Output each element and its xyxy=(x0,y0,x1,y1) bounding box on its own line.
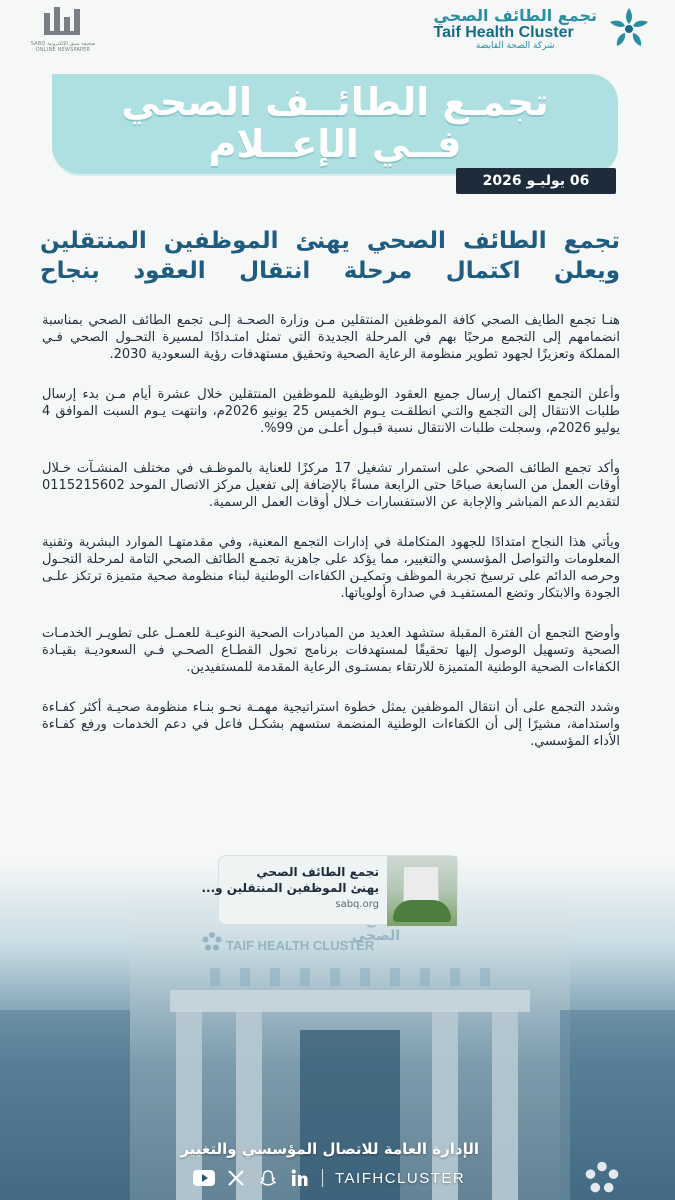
taif-health-logo-icon xyxy=(605,4,653,52)
link-preview-card[interactable] xyxy=(201,855,458,925)
building-sign-en: TAIF HEALTH CLUSTER xyxy=(226,938,375,953)
brand-subtitle: شركة الصحة القابضة xyxy=(475,40,555,51)
brand-name-en: Taif Health Cluster xyxy=(433,23,574,41)
footer-separator xyxy=(322,1169,323,1187)
title-banner xyxy=(52,74,618,174)
footer-logo-icon xyxy=(579,1160,625,1196)
sabq-logo-icon xyxy=(42,3,84,37)
sabq-label: صحيفة سبق الإلكترونية SABQ ONLINE NEWSPAPER xyxy=(30,41,96,53)
link-preview-subtitle: يهنئ الموظفين المنتقلين و... xyxy=(201,881,379,895)
building-sign-logo-icon xyxy=(200,930,224,954)
x-icon[interactable] xyxy=(226,1168,246,1188)
banner-title-line2: فــي الإعــلام xyxy=(208,122,462,166)
paragraph-6: وشدد التجمع على أن انتقال الموظفين يمثل خطوة استراتيجية مهمـة نحـو بنـاء منظومة صحيـة أكثر كفـاءة واستدامة، مشيرًا إلى أن الكفاءات الوطنية المنضمة ستسهم بشكـل فاعل في دعم الخدمات ورفع كفـاءة الأداء المؤسسي. xyxy=(42,700,620,749)
date-badge: 06 يوليـو 2026 xyxy=(456,168,616,194)
taif-health-logo xyxy=(383,2,653,54)
brand-name-ar: تجمع الطائف الصحي xyxy=(433,5,597,25)
footer-department: الإدارة العامة للاتصال المؤسسي والتغيير xyxy=(180,1140,479,1158)
snapchat-icon[interactable] xyxy=(258,1168,278,1188)
banner-title-line1: تجمـع الطائــف الصحي xyxy=(121,80,549,124)
thumbnail-trees xyxy=(393,900,451,922)
headline-line2: ويعلن اكتمال مرحلة انتقال العقود بنجاح xyxy=(40,258,620,284)
article-headline xyxy=(40,226,620,286)
link-preview-domain: sabq.org xyxy=(335,899,379,910)
paragraph-4: ويأتي هذا النجاح امتدادًا للجهود المتكاملة في إدارات التجمع المعنية، وفي مقدمتهـا الموارد البشرية وتقنية المعلومات والتواصل المؤسسي والتغيير، مما يؤكد على جاهزية تجمـع الطائف الصحي التامة لمرحلة التحـول وحرصه الدائم على ترسيخ تجربة الموظف وتمكيـن الكفاءات الوطنية لبناء منظومة صحية متميزة ترتكز علـى الجودة والابتكار وتضع المستفيـد في صدارة أولوياتها. xyxy=(42,535,620,601)
paragraph-1: هنـا تجمع الطايف الصحي كافة الموظفين المنتقلين مـن وزارة الصحـة إلـى تجمع الطائف الصحي بمناسبة انضمامهم إلى التجمع مرحبًا بهم في المرحلة الجديدة التي تمثل امتـدادًا لمسيرة التحـول الصحي فـي المملكة وتعزيزًا لجهود تطوير منظومة الرعاية الصحية وتحقيق مستهدفات رؤية السعودية 2030. xyxy=(42,313,620,362)
link-preview-thumbnail xyxy=(387,856,457,926)
linkedin-icon[interactable] xyxy=(290,1168,310,1188)
paragraph-2: وأعلن التجمع اكتمال إرسال جميع العقود الوظيفية للموظفين المنتقلين خلال عشرة أيام مـن بدء إرسال طلبات الانتقال إلى التجمع والتـي انطلقـت يـوم الخميس 25 يونيو 2026م، وانتهت يـوم السبت الموافق 4 يوليو 2026م، وسجلت طلبات الانتقال نسبة قبـول أعلـى من 99%. xyxy=(42,387,620,436)
article-body xyxy=(42,312,620,773)
paragraph-5: وأوضح التجمع أن الفترة المقبلة ستشهد العديد من المبادرات الصحية النوعيـة للعمـل على تطويـر الخدمـات الصحية وتسهيل الوصول إليها تحقيقًا لمستهدفات برنامج تحول القطـاع الصحـي فـي السعوديـة بقيـادة الكفاءات الصحية الوطنية المتميزة للارتقاء بمستـوى الرعاية المقدمة للمستفيدين. xyxy=(42,626,620,675)
headline-line1: تجمع الطائف الصحي يهنئ الموظفين المنتقلين xyxy=(40,228,620,254)
link-preview-text xyxy=(201,864,379,910)
social-handle[interactable]: TAIFHCLUSTER xyxy=(335,1169,466,1187)
link-preview-title: تجمع الطائف الصحي xyxy=(256,865,379,879)
footer xyxy=(0,1138,675,1200)
brand-text xyxy=(434,6,597,51)
youtube-icon[interactable] xyxy=(194,1168,214,1188)
top-header xyxy=(0,0,675,58)
building-sign-ar: الصحي xyxy=(351,928,400,944)
social-links xyxy=(194,1166,465,1190)
sabq-logo xyxy=(28,3,98,53)
paragraph-3: وأكد تجمع الطائف الصحي على استمرار تشغيل 17 مركزًا للعناية بالموظـف في مختلف المنشـآت خـلال أوقات العمل من السابعة صباحًا حتى الرابعة مساءً بالإضافة إلى تفعيل مركز الاتصال الموحد 0115215602 لتقديم الدعم المباشر والإجابة عن الاستفسارات خـلال أوقات العمل الرسمية. xyxy=(42,461,620,510)
